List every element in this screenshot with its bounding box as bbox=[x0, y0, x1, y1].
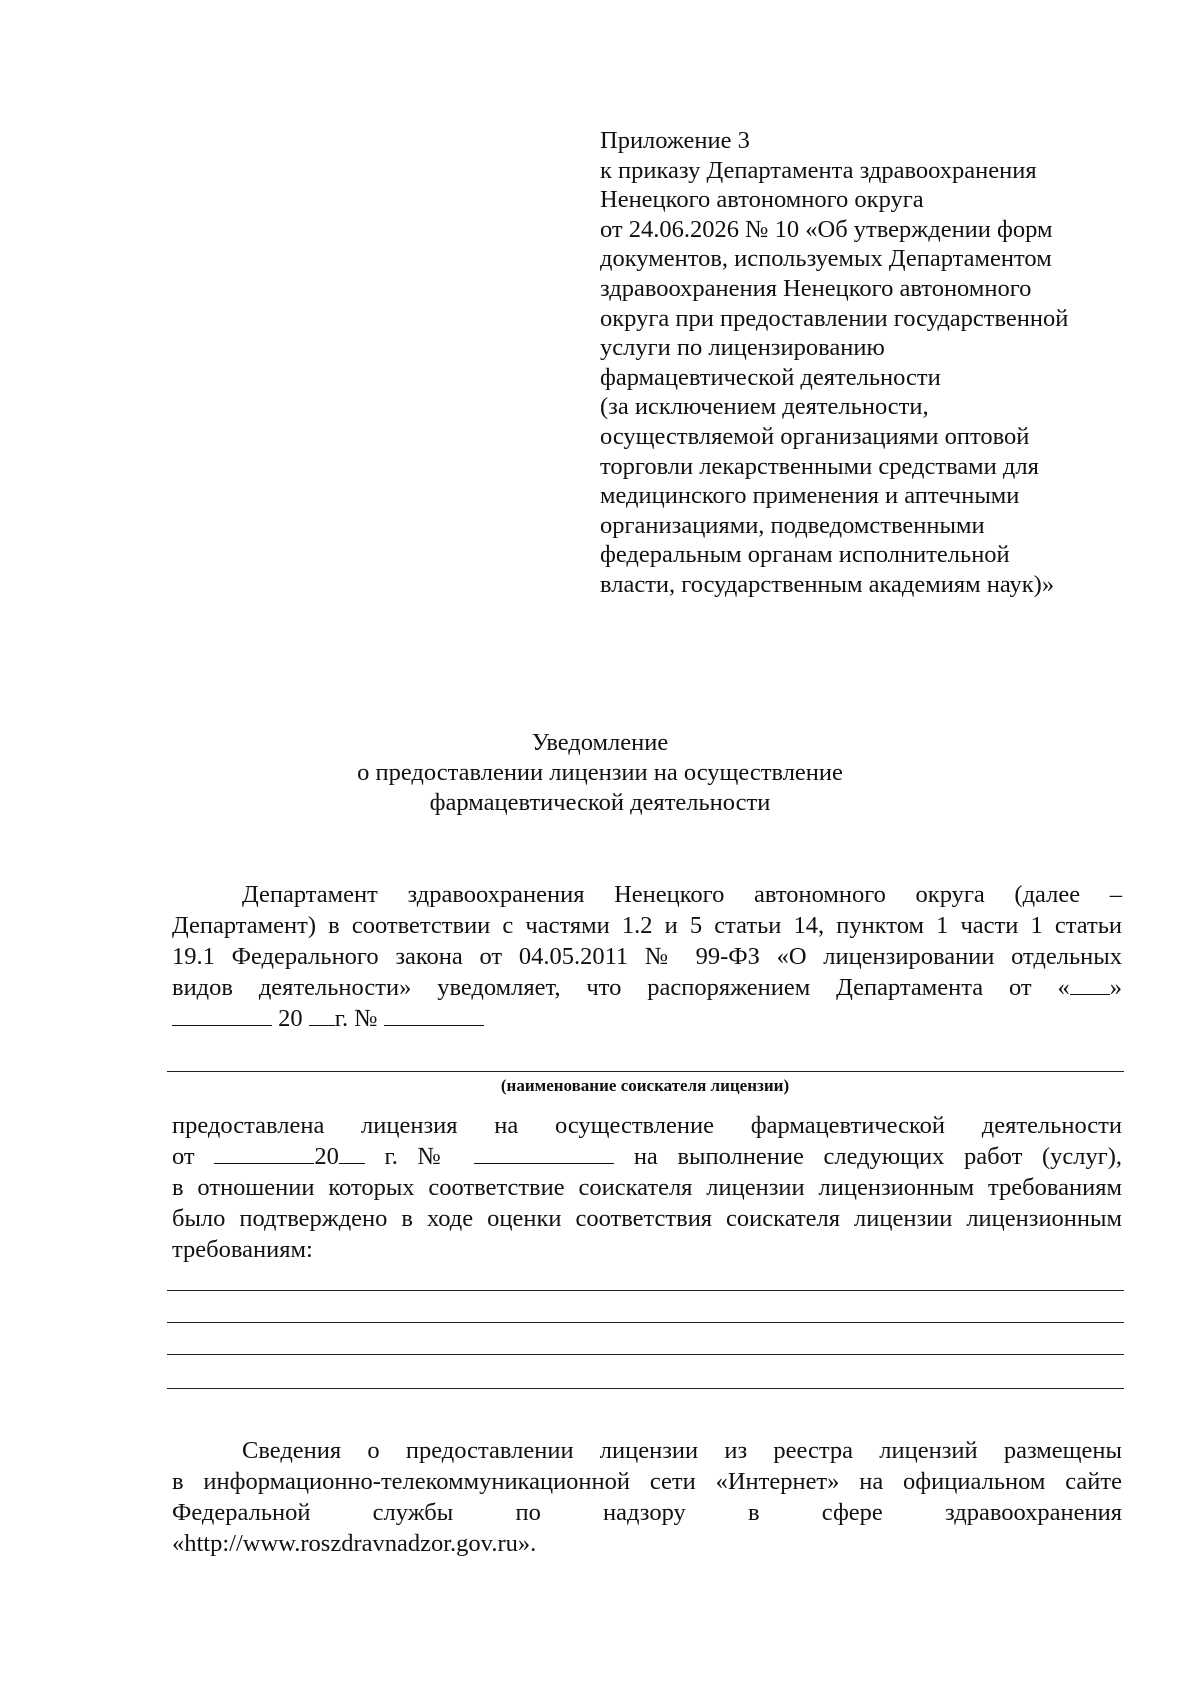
applicant-name-line bbox=[167, 1071, 1124, 1072]
year-blank bbox=[309, 1024, 335, 1026]
applicant-caption: (наименование соискателя лицензии) bbox=[500, 1076, 790, 1095]
para3-line: «http://www.roszdravnadzor.gov.ru». bbox=[172, 1530, 537, 1557]
appendix-line: здравоохранения Ненецкого автономного bbox=[600, 274, 1032, 302]
from-label: от bbox=[172, 1143, 195, 1170]
para2-line: было подтверждено в ходе оценки соответствия соискателя лицензии лицензионным bbox=[172, 1205, 1122, 1232]
appendix-line: осуществляемой организациями оптовой bbox=[600, 422, 1030, 450]
title-line: Уведомление bbox=[531, 729, 669, 756]
appendix-block bbox=[600, 126, 1120, 600]
number-blank bbox=[384, 1024, 484, 1026]
works-line bbox=[167, 1322, 1124, 1323]
appendix-line: медицинского применения и аптечными bbox=[600, 482, 1020, 510]
year-prefix: 20 bbox=[314, 1143, 339, 1170]
para3-line: Федеральной службы по надзору в сфере здравоохранения bbox=[172, 1499, 1122, 1526]
year-blank bbox=[339, 1162, 365, 1164]
appendix-line: федеральным органам исполнительной bbox=[600, 541, 1010, 569]
appendix-line: организациями, подведомственными bbox=[600, 511, 985, 539]
para1-line: 19.1 Федерального закона от 04.05.2011 № 99-ФЗ «О лицензировании отдельных bbox=[172, 943, 1122, 970]
appendix-line: торговли лекарственными средствами для bbox=[600, 452, 1039, 480]
para2-line2-rest: на выполнение следующих работ (услуг), bbox=[633, 1143, 1123, 1170]
appendix-line: к приказу Департамента здравоохранения bbox=[600, 156, 1037, 184]
day-blank bbox=[1070, 993, 1110, 995]
appendix-line: (за исключением деятельности, bbox=[600, 393, 929, 421]
date-blank bbox=[214, 1162, 314, 1164]
month-blank bbox=[172, 1024, 272, 1026]
appendix-line: от 24.06.2026 № 10 «Об утверждении форм bbox=[600, 215, 1053, 243]
number-blank bbox=[474, 1162, 614, 1164]
works-line bbox=[167, 1290, 1124, 1291]
appendix-line: Приложение 3 bbox=[600, 127, 750, 154]
works-line bbox=[167, 1354, 1124, 1355]
para1-line: Департамент здравоохранения Ненецкого автономного округа (далее – bbox=[242, 881, 1122, 908]
appendix-line: Ненецкого автономного округа bbox=[600, 186, 924, 214]
appendix-line: округа при предоставлении государственной bbox=[600, 304, 1069, 332]
title-line: о предоставлении лицензии на осуществление bbox=[357, 759, 843, 786]
para1-line4-text: видов деятельности» уведомляет, что распоряжением Департамента от « bbox=[172, 974, 1070, 1001]
para1-line: Департамент) в соответствии с частями 1.2 и 5 статьи 14, пунктом 1 части 1 статьи bbox=[172, 912, 1122, 939]
para2-line: требованиям: bbox=[172, 1236, 313, 1263]
number-label: г. № bbox=[334, 1005, 378, 1032]
appendix-line: власти, государственным академиям наук)» bbox=[600, 570, 1055, 598]
para1-line bbox=[172, 973, 1122, 1003]
para2-line: предоставлена лицензия на осуществление фармацевтической деятельности bbox=[172, 1112, 1122, 1139]
para1-line5 bbox=[172, 1004, 484, 1034]
appendix-line: документов, используемых Департаментом bbox=[600, 245, 1052, 273]
para3-line: Сведения о предоставлении лицензии из реестра лицензий размещены bbox=[242, 1437, 1122, 1464]
appendix-line: фармацевтической деятельности bbox=[600, 363, 941, 391]
year-prefix: 20 bbox=[278, 1005, 303, 1032]
para2-line2 bbox=[172, 1142, 1122, 1172]
document-title bbox=[0, 728, 1200, 818]
works-line bbox=[167, 1388, 1124, 1389]
title-line: фармацевтической деятельности bbox=[429, 789, 771, 816]
para2-line: в отношении которых соответствие соискателя лицензии лицензионным требованиям bbox=[172, 1174, 1122, 1201]
appendix-line: услуги по лицензированию bbox=[600, 334, 885, 362]
number-label: г. № bbox=[384, 1143, 455, 1170]
quote-close: » bbox=[1109, 974, 1122, 1001]
para3-line: в информационно-телекоммуникационной сети «Интернет» на официальном сайте bbox=[172, 1468, 1122, 1495]
